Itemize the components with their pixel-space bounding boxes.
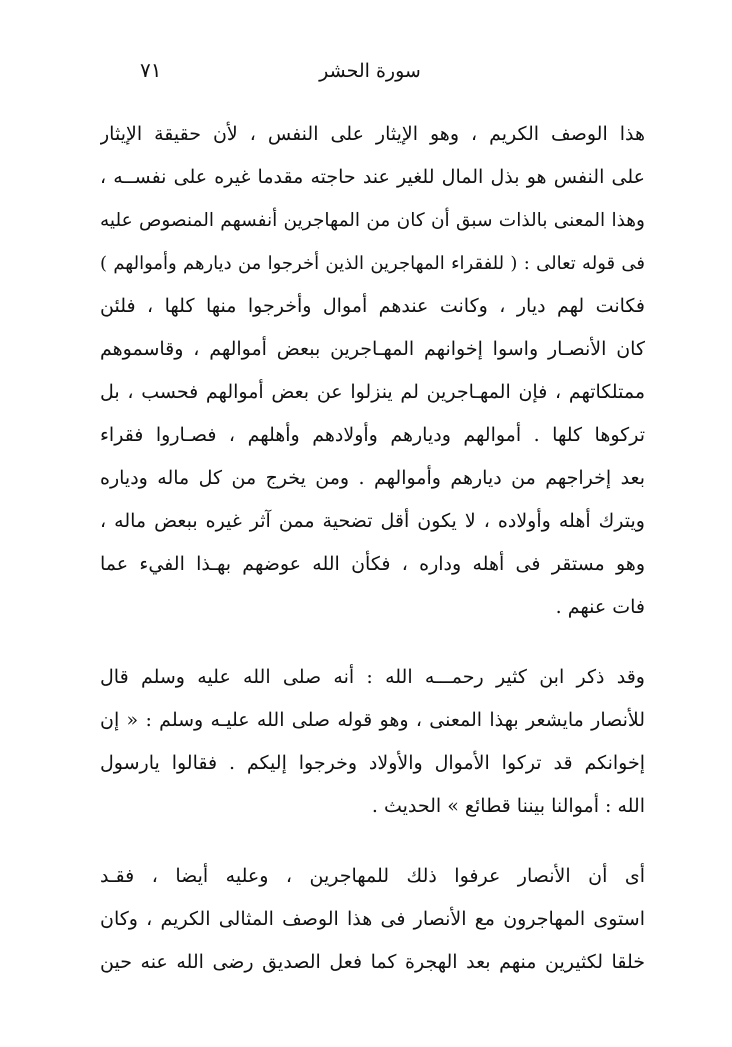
text-line: إخوانكم قد تركوا الأموال والأولاد وخرجوا إليكم . فقالوا يارسول: [100, 752, 645, 774]
text-line: خلقا لكثيرين منهم بعد الهجرة كما فعل الصديق رضى الله عنه حين: [100, 951, 645, 973]
text-line: ممتلكاتهم ، فإن المهـاجرين لم ينزلوا عن بعض أموالهم فحسب ، بل: [100, 381, 645, 403]
text-line: استوى المهاجرون مع الأنصار فى هذا الوصف المثالى الكريم ، وكان: [100, 908, 645, 930]
text-line: أى أن الأنصار عرفوا ذلك للمهاجرين ، وعليه أيضا ، فقـد: [100, 865, 645, 887]
running-title: سورة الحشر: [319, 60, 421, 82]
text-line: فى قوله تعالى : ( للفقراء المهاجرين الذين أخرجوا من ديارهم وأموالهم ): [100, 253, 645, 274]
page-header: [100, 58, 640, 88]
text-line: فات عنهم .: [555, 596, 645, 618]
paragraph-gap: [100, 828, 645, 855]
paragraph-2: [100, 656, 645, 828]
text-line: وهذا المعنى بالذات سبق أن كان من المهاجرين أنفسهم المنصوص عليه: [100, 210, 645, 231]
text-line: ويترك أهله وأولاده ، لا يكون أقل تضحية ممن آثر غيره ببعض ماله ،: [100, 510, 645, 532]
text-line: للأنصار مايشعر بهذا المعنى ، وهو قوله صلى الله عليـه وسلم : « إن: [100, 709, 645, 731]
text-line: وهو مستقر فى أهله وداره ، فكأن الله عوضهم بهـذا الفيء عما: [100, 553, 645, 575]
paragraph-gap: [100, 629, 645, 656]
page-body: [100, 113, 645, 984]
paragraph-1: [100, 113, 645, 629]
paragraph-3: [100, 855, 645, 984]
text-line: فكانت لهم ديار ، وكانت عندهم أموال وأخرجوا منها كلها ، فلئن: [100, 295, 645, 317]
text-line: هذا الوصف الكريم ، وهو الإيثار على النفس ، لأن حقيقة الإيثار: [100, 123, 645, 145]
text-line: كان الأنصـار واسوا إخوانهم المهـاجرين ببعض أموالهم ، وقاسموهم: [100, 338, 645, 360]
text-line: تركوها كلها . أموالهم وديارهم وأولادهم وأهلهم ، فصـاروا فقراء: [100, 424, 645, 446]
text-line: الله : أموالنا بيننا قطائع » الحديث .: [371, 795, 645, 817]
text-line: بعد إخراجهم من ديارهم وأموالهم . ومن يخرج من كل ماله ودياره: [100, 467, 645, 489]
text-line: على النفس هو بذل المال للغير عند حاجته مقدما غيره على نفســه ،: [100, 166, 645, 188]
page-number: ٧١: [140, 58, 162, 82]
text-line: وقد ذكر ابن كثير رحمـــه الله : أنه صلى الله عليه وسلم قال: [100, 666, 645, 688]
